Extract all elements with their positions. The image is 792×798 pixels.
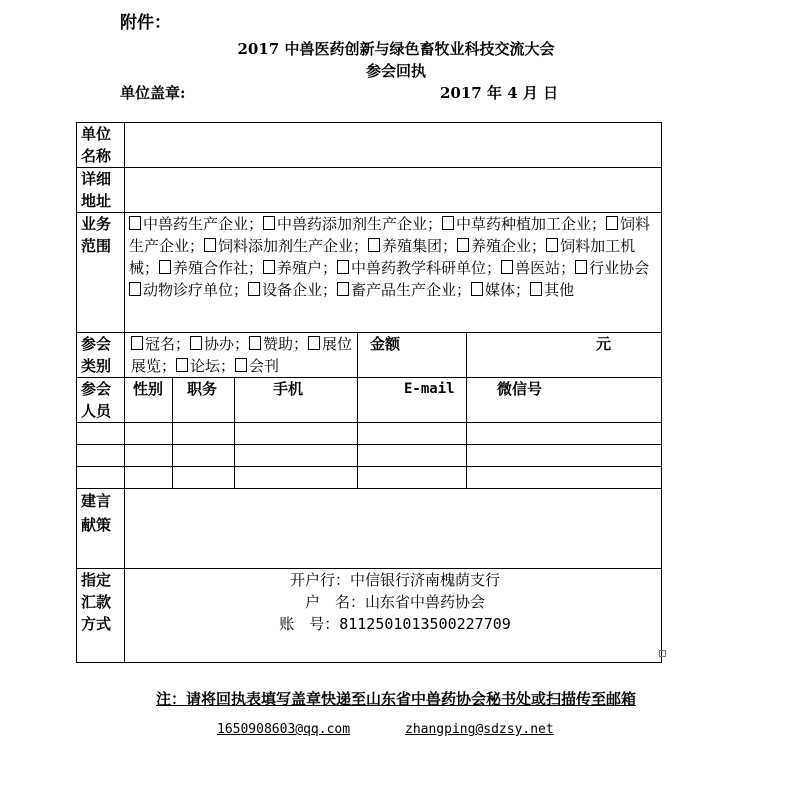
option-label: 动物诊疗单位； <box>143 281 249 299</box>
col-email: E-mail <box>358 378 467 423</box>
attendee-cell[interactable] <box>173 423 235 445</box>
unit-name-label: 单位名称 <box>77 123 125 168</box>
checkbox-icon[interactable] <box>337 260 349 274</box>
checkbox-icon[interactable] <box>546 238 558 252</box>
col-gender: 性别 <box>125 378 173 423</box>
checkbox-icon[interactable] <box>530 282 542 296</box>
checkbox-icon[interactable] <box>249 336 261 350</box>
checkbox-icon[interactable] <box>176 358 188 372</box>
category-option[interactable] <box>176 357 235 375</box>
option-label: 兽医站； <box>515 259 576 277</box>
scope-option[interactable] <box>442 215 606 233</box>
stamp-label: 单位盖章: <box>120 84 186 102</box>
attendee-cell[interactable] <box>173 467 235 489</box>
attendee-cell[interactable] <box>77 467 125 489</box>
account-number-line <box>129 613 661 635</box>
suggestion-label: 建言献策 <box>77 489 125 569</box>
checkbox-icon[interactable] <box>457 238 469 252</box>
option-label: 中兽药添加剂生产企业； <box>277 215 443 233</box>
scope-row <box>77 213 662 333</box>
attendee-cell[interactable] <box>467 445 662 467</box>
amount-unit: 元 <box>467 333 662 378</box>
col-phone: 手机 <box>235 378 358 423</box>
attendee-cell[interactable] <box>125 423 173 445</box>
checkbox-icon[interactable] <box>248 282 260 296</box>
attendee-cell[interactable] <box>467 423 662 445</box>
unit-name-field[interactable] <box>125 123 662 168</box>
suggestion-field[interactable] <box>125 489 662 569</box>
remittance-row <box>77 569 662 663</box>
footer-note <box>0 688 792 709</box>
category-option[interactable] <box>131 335 190 353</box>
document-title: 2017 中兽医药创新与绿色畜牧业科技交流大会 <box>237 40 555 58</box>
option-label: 养殖户； <box>277 259 338 277</box>
attendee-cell[interactable] <box>467 467 662 489</box>
option-label: 其他 <box>544 281 575 299</box>
amount-label: 金额 <box>358 333 467 378</box>
attendee-label: 参会人员 <box>77 378 125 423</box>
attendee-cell[interactable] <box>125 467 173 489</box>
remittance-label-line: 方式 <box>81 615 112 633</box>
scope-option[interactable] <box>263 215 442 233</box>
checkbox-icon[interactable] <box>235 358 247 372</box>
account-number-label: 账 号： <box>279 615 340 633</box>
scope-option[interactable] <box>530 281 574 299</box>
checkbox-icon[interactable] <box>606 216 618 230</box>
attendee-cell[interactable] <box>77 445 125 467</box>
remittance-label-line: 汇款 <box>81 593 112 611</box>
attendee-cell[interactable] <box>235 445 358 467</box>
scope-label: 业务范围 <box>77 213 125 333</box>
table-resize-handle[interactable] <box>659 650 666 657</box>
suggestion-row <box>77 489 662 569</box>
date-label: 2017 年 4 月 日 <box>440 84 559 102</box>
checkbox-icon[interactable] <box>471 282 483 296</box>
attendee-cell[interactable] <box>173 445 235 467</box>
checkbox-icon[interactable] <box>131 336 143 350</box>
scope-option[interactable] <box>368 237 457 255</box>
category-options <box>125 333 358 378</box>
option-label: 媒体； <box>485 281 531 299</box>
attendee-cell[interactable] <box>235 467 358 489</box>
scope-option[interactable] <box>204 237 368 255</box>
address-field[interactable] <box>125 168 662 213</box>
category-label: 参会类别 <box>77 333 125 378</box>
option-label: 会刊 <box>249 357 280 375</box>
option-label: 冠名； <box>145 335 191 353</box>
attendee-cell[interactable] <box>358 423 467 445</box>
option-label: 协办； <box>204 335 250 353</box>
attendee-cell[interactable] <box>77 423 125 445</box>
checkbox-icon[interactable] <box>129 282 141 296</box>
checkbox-icon[interactable] <box>308 336 320 350</box>
scope-option[interactable] <box>575 259 649 277</box>
document-subtitle: 参会回执 <box>365 62 426 80</box>
attendee-row <box>77 445 662 467</box>
option-label: 赞助； <box>263 335 309 353</box>
scope-option[interactable] <box>471 281 530 299</box>
scope-option[interactable] <box>501 259 575 277</box>
checkbox-icon[interactable] <box>263 260 275 274</box>
checkbox-icon[interactable] <box>442 216 454 230</box>
category-option[interactable] <box>249 335 308 353</box>
scope-option[interactable] <box>248 281 337 299</box>
scope-options <box>125 213 662 333</box>
category-option[interactable] <box>235 357 279 375</box>
attendee-row <box>77 423 662 445</box>
checkbox-icon[interactable] <box>204 238 216 252</box>
option-label: 养殖集团； <box>382 237 458 255</box>
col-position: 职务 <box>173 378 235 423</box>
option-label: 行业协会 <box>589 259 650 277</box>
attendee-cell[interactable] <box>125 445 173 467</box>
option-label: 展位展览； <box>131 335 353 375</box>
category-option[interactable] <box>190 335 249 353</box>
account-name: 户 名：山东省中兽药协会 <box>304 593 485 611</box>
scope-option[interactable] <box>457 237 546 255</box>
remittance-label-line: 指定 <box>81 571 112 589</box>
attachment-label: 附件： <box>120 13 171 33</box>
option-label: 养殖企业； <box>471 237 547 255</box>
option-label: 论坛； <box>190 357 236 375</box>
checkbox-icon[interactable] <box>190 336 202 350</box>
scope-option[interactable] <box>337 281 471 299</box>
scope-option[interactable] <box>159 259 263 277</box>
scope-option[interactable] <box>263 259 337 277</box>
checkbox-icon[interactable] <box>263 216 275 230</box>
attendee-row <box>77 467 662 489</box>
option-label: 饲料生产企业； <box>129 215 651 255</box>
scope-option[interactable] <box>129 281 248 299</box>
option-label: 中草药种植加工企业； <box>456 215 607 233</box>
category-row <box>77 333 662 378</box>
option-label: 中兽药生产企业； <box>143 215 264 233</box>
remittance-details <box>125 569 662 663</box>
option-label: 设备企业； <box>262 281 338 299</box>
option-label: 畜产品生产企业； <box>351 281 472 299</box>
option-label: 饲料添加剂生产企业； <box>218 237 369 255</box>
scope-option[interactable] <box>337 259 501 277</box>
checkbox-icon[interactable] <box>337 282 349 296</box>
remittance-label <box>77 569 125 663</box>
email-link-qq[interactable]: 1650908603@qq.com <box>217 722 351 737</box>
address-label: 详细地址 <box>77 168 125 213</box>
attendee-cell[interactable] <box>358 445 467 467</box>
option-label: 中兽药教学科研单位； <box>351 259 502 277</box>
col-wechat: 微信号 <box>467 378 662 423</box>
account-number: 8112501013500227709 <box>339 615 511 633</box>
attendee-header-row <box>77 378 662 423</box>
footer-note-text: 注：请将回执表填写盖章快递至山东省中兽药协会秘书处或扫描传至邮箱 <box>155 690 636 708</box>
registration-form <box>76 122 662 663</box>
attendee-cell[interactable] <box>235 423 358 445</box>
option-label: 饲料加工机械； <box>129 237 636 277</box>
email-link-sdzsy[interactable]: zhangping@sdzsy.net <box>405 722 554 737</box>
checkbox-icon[interactable] <box>129 216 141 230</box>
address-row <box>77 168 662 213</box>
scope-option[interactable] <box>129 215 263 233</box>
checkbox-icon[interactable] <box>575 260 587 274</box>
checkbox-icon[interactable] <box>368 238 380 252</box>
unit-name-row <box>77 123 662 168</box>
option-label: 养殖合作社； <box>173 259 264 277</box>
attendee-cell[interactable] <box>358 467 467 489</box>
checkbox-icon[interactable] <box>501 260 513 274</box>
bank-name: 开户行：中信银行济南槐荫支行 <box>289 571 500 589</box>
checkbox-icon[interactable] <box>159 260 171 274</box>
